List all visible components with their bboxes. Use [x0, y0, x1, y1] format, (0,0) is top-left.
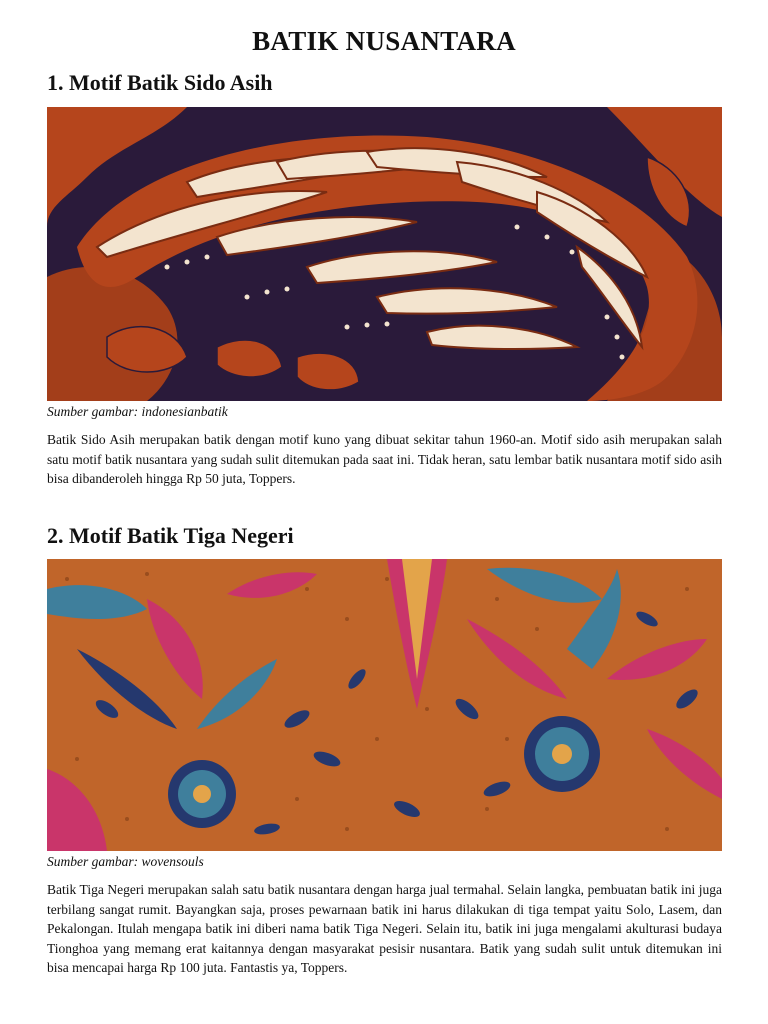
paragraph-sido-asih: Batik Sido Asih merupakan batik dengan motif kuno yang dibuat sekitar tahun 1960-an. Motif sido asih merupakan salah satu motif batik nusantara yang sudah sulit ditemukan pada saat ini. Tidak heran, satu lembar batik nusantara motif sido asih bisa dibanderoleh hingga Rp 50 juta, Toppers. — [47, 432, 722, 486]
image-caption-tiga-negeri: Sumber gambar: wovensouls — [47, 854, 204, 869]
image-caption-sido-asih: Sumber gambar: indonesianbatik — [47, 404, 228, 419]
section-heading-tiga-negeri: 2. Motif Batik Tiga Negeri — [47, 523, 294, 548]
page-title: BATIK NUSANTARA — [252, 26, 516, 56]
sido-asih-batik-image — [47, 107, 722, 401]
paragraph-tiga-negeri: Batik Tiga Negeri merupakan salah satu batik nusantara dengan harga jual termahal. Selain langka, pembuatan batik ini juga terbilang sangat rumit. Bayangkan saja, proses pewarnaan batik ini harus dilakukan di tiga tempat yaitu Solo, Lasem, dan Pekalongan. Itulah mengapa batik ini diberi nama batik Tiga Negeri. Selain itu, batik ini juga mengalami akulturasi budaya Tionghoa yang memang erat kaitannya dengan masyarakat pesisir nusantara. Batik yang sudah sulit untuk ditemukan ini bisa mencapai harga Rp 100 juta. Fantastis ya, Toppers. — [47, 882, 722, 975]
tiga-negeri-batik-image — [47, 559, 722, 851]
section-heading-sido-asih: 1. Motif Batik Sido Asih — [47, 70, 273, 95]
